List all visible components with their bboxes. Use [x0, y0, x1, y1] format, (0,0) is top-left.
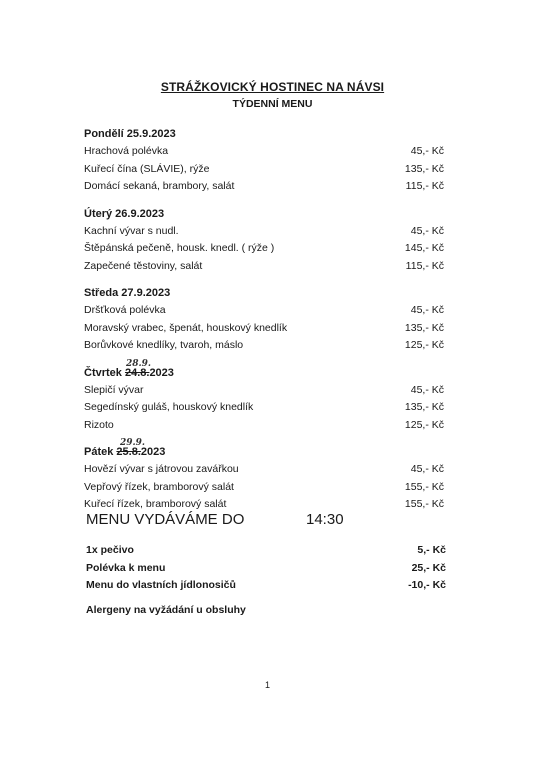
day-heading: Pondělí 25.9.2023: [84, 128, 176, 140]
day-heading: Středa 27.9.2023: [84, 287, 171, 299]
item-name: Kuřecí řízek, bramborový salát: [84, 498, 227, 510]
page-number: 1: [264, 680, 270, 690]
extra-name: Menu do vlastních jídlonosičů: [86, 579, 236, 591]
allergen-note: Alergeny na vyžádání u obsluhy: [86, 604, 246, 616]
item-price: 125,- Kč: [404, 339, 444, 351]
menu-subtitle: TÝDENNÍ MENU: [232, 98, 313, 110]
item-name: Dršťková polévka: [84, 304, 166, 316]
daily-menus: [84, 126, 444, 524]
item-name: Borůvkové knedlíky, tvaroh, máslo: [84, 339, 244, 351]
serving-notice-text: MENU VYDÁVÁME DO: [86, 511, 245, 528]
extra-price: -10,- Kč: [408, 579, 446, 591]
day-heading: [84, 358, 444, 382]
day-name: Pátek: [84, 446, 114, 458]
serving-time: 14:30: [306, 511, 344, 528]
item-name: Kuřecí čína (SLÁVIE), rýže: [84, 162, 210, 175]
item-price: 45,- Kč: [410, 383, 444, 396]
item-price: 135,- Kč: [404, 401, 444, 413]
item-price: 45,- Kč: [410, 145, 444, 157]
item-price: 45,- Kč: [410, 224, 444, 237]
menu-item: [84, 461, 444, 479]
item-name: Hrachová polévka: [84, 145, 169, 157]
item-price: 145,- Kč: [404, 242, 444, 254]
menu-item: [84, 223, 444, 241]
item-price: 45,- Kč: [410, 304, 444, 316]
menu-item: [84, 178, 444, 196]
extras-list: [86, 542, 446, 595]
day-tuesday: [84, 206, 444, 276]
item-price: 155,- Kč: [404, 498, 444, 510]
handwritten-date: 28.9.: [126, 358, 152, 369]
item-price: 155,- Kč: [404, 480, 444, 493]
item-price: 115,- Kč: [405, 259, 444, 272]
menu-item: [84, 161, 444, 179]
day-friday: [84, 438, 444, 514]
menu-item: [84, 258, 444, 276]
menu-item: [84, 337, 444, 355]
menu-item: [84, 399, 444, 417]
extra-price: 25,- Kč: [411, 561, 446, 574]
day-monday: [84, 126, 444, 196]
extra-price: 5,- Kč: [417, 544, 446, 556]
extra-item: [86, 560, 446, 578]
item-name: Vepřový řízek, bramborový salát: [84, 480, 234, 493]
extra-item: [86, 542, 446, 560]
item-name: Rizoto: [84, 418, 114, 431]
extra-item: [86, 577, 446, 595]
restaurant-title: STRÁŽKOVICKÝ HOSTINEC NA NÁVSI: [160, 80, 385, 94]
menu-item: [84, 302, 444, 320]
year: 2023: [149, 366, 174, 379]
struck-date: 25.8.: [116, 446, 141, 458]
item-name: Štěpánská pečeně, housk. knedl. ( rýže ): [84, 242, 275, 254]
day-wednesday: [84, 285, 444, 355]
menu-item: [84, 417, 444, 435]
menu-item: [84, 382, 444, 400]
handwritten-date: 29.9.: [120, 438, 146, 448]
item-name: Slepičí vývar: [84, 383, 144, 396]
item-price: 125,- Kč: [404, 418, 444, 431]
day-heading: [84, 438, 444, 461]
item-price: 115,- Kč: [405, 180, 444, 192]
struck-date: 24.8.: [124, 366, 150, 379]
extra-name: 1x pečivo: [86, 544, 134, 556]
day-heading: Úterý 26.9.2023: [84, 207, 165, 220]
item-name: Moravský vrabec, špenát, houskový knedlík: [84, 321, 288, 334]
item-name: Hovězí vývar s játrovou zavářkou: [84, 463, 239, 475]
extra-name: Polévka k menu: [86, 561, 166, 574]
menu-item: [84, 479, 444, 497]
item-price: 45,- Kč: [410, 463, 444, 475]
serving-notice: [86, 511, 386, 528]
year: 2023: [140, 446, 166, 458]
menu-item: [84, 143, 444, 161]
menu-item: [84, 240, 444, 258]
item-price: 135,- Kč: [404, 162, 444, 175]
item-name: Kachní vývar s nudl.: [84, 224, 179, 237]
menu-item: [84, 320, 444, 338]
item-name: Segedínský guláš, houskový knedlík: [84, 401, 254, 413]
item-price: 135,- Kč: [404, 321, 444, 334]
item-name: Domácí sekaná, brambory, salát: [84, 180, 235, 192]
item-name: Zapečené těstoviny, salát: [84, 259, 203, 272]
day-thursday: [84, 358, 444, 435]
day-name: Čtvrtek: [84, 366, 122, 379]
